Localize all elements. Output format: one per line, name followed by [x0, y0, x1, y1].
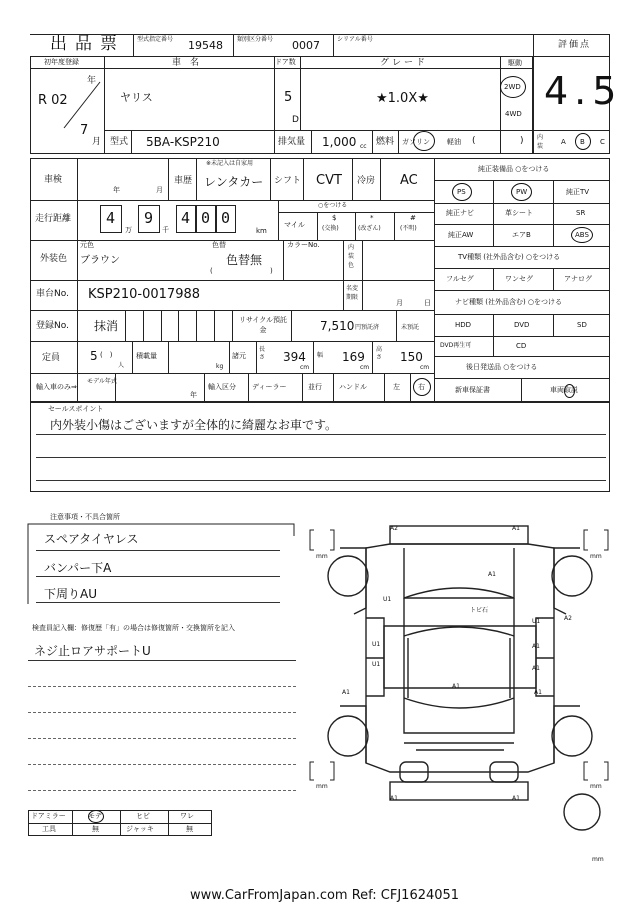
- orig-color: ブラウン: [80, 255, 120, 266]
- equip-sr: SR: [576, 209, 586, 217]
- reg-no-value: 抹消: [94, 319, 119, 333]
- dims-label: 諸元: [232, 352, 246, 360]
- damage-mark-13: A1: [342, 689, 350, 696]
- width-value: 169: [342, 350, 365, 364]
- damage-mark-4: U1: [383, 596, 392, 603]
- damage-mark-12: A1: [452, 683, 460, 690]
- model-no-label: 型式指定番号: [137, 36, 174, 43]
- displacement-label: 排気量: [278, 137, 306, 147]
- mirror-v3: ジャッキ: [126, 825, 154, 833]
- width-label: 幅: [317, 352, 324, 359]
- navi-sd: SD: [577, 321, 587, 329]
- handle-right: 右: [418, 383, 425, 391]
- length-label: 長さ: [259, 346, 266, 361]
- equip-ps: PS: [457, 188, 466, 196]
- interior-b: B: [580, 138, 585, 146]
- damage-mark-15: A1: [390, 795, 398, 802]
- equip-airbag: エアB: [512, 231, 531, 239]
- import-dealer: ディーラー: [252, 383, 287, 391]
- load-unit: kg: [216, 363, 224, 370]
- color-paren-close: ): [270, 267, 273, 275]
- drive-4wd: 4WD: [505, 110, 522, 118]
- mirror-h4: ワレ: [180, 812, 194, 820]
- mileage-exchange: (交換): [322, 225, 339, 232]
- car-name-label: 車 名: [172, 58, 200, 68]
- doors-label: ドア数: [275, 58, 296, 66]
- doors-value: 5: [284, 90, 293, 105]
- valid-label: 名変期限: [346, 285, 359, 301]
- mileage-man: 万: [125, 226, 132, 234]
- tv-full: フルセグ: [446, 275, 474, 283]
- fuel-diesel: 軽油: [447, 138, 461, 146]
- equip-leather: 革シート: [505, 209, 533, 217]
- not-deposited: 未預託: [401, 324, 420, 331]
- drive-2wd-circle: [500, 76, 526, 98]
- height-label: 高さ: [376, 346, 383, 361]
- int-color-label: 内装色: [348, 244, 355, 269]
- fuel-gasoline-circle: [413, 131, 435, 151]
- damage-mark-2: A1: [512, 525, 520, 532]
- mirror-h2: モデ: [88, 812, 102, 820]
- displacement: 1,000: [322, 135, 357, 149]
- note-item-1: スペアタイヤレス: [44, 532, 139, 546]
- mirror-v4: 無: [186, 825, 193, 833]
- mm-label-1: mm: [316, 553, 328, 560]
- capacity-value: 5: [90, 349, 98, 363]
- mileage-unknown: (不明): [400, 225, 417, 232]
- sales-label: セールスポイント: [48, 405, 104, 413]
- chassis-label: 車台No.: [36, 289, 69, 299]
- manual-label: 車両取説: [550, 386, 578, 394]
- manual-circle: [564, 384, 575, 398]
- capacity-label: 定員: [42, 353, 61, 363]
- shift-label: シフト: [274, 176, 302, 186]
- handle-right-circle: [413, 378, 431, 396]
- equip-pw: PW: [516, 188, 528, 196]
- first-reg-month: 7: [80, 123, 89, 138]
- mileage-km: km: [256, 227, 267, 235]
- import-label: 輸入車のみ⇒: [36, 383, 77, 391]
- ac-label: 冷房: [357, 176, 376, 186]
- mm-label-2: mm: [590, 553, 602, 560]
- import-class-label: 輸入区分: [208, 383, 236, 391]
- sales-block: [30, 402, 610, 492]
- mirror-v2: 無: [92, 825, 99, 833]
- serial-label: シリアル番号: [337, 36, 373, 43]
- mileage-mile: マイル: [284, 221, 305, 229]
- equip-tv: 純正TV: [566, 188, 590, 196]
- equip-navi: 純正ナビ: [446, 209, 474, 217]
- recycle-label: リサイクル預託金: [238, 316, 288, 334]
- damage-mark-10: U1: [372, 661, 381, 668]
- first-reg-year-unit: 年: [87, 76, 97, 86]
- tv-one: ワンセグ: [505, 275, 533, 283]
- class-no: 0007: [292, 39, 320, 52]
- mirror-h2-circle: [88, 810, 104, 823]
- note-item-3: 下周りAU: [44, 587, 97, 601]
- history-value: レンタカー: [204, 175, 264, 189]
- sales-text: 内外装小傷はございますが全体的に綺麗なお車です。: [50, 418, 338, 432]
- navi-dvd: DVD: [514, 321, 530, 329]
- fuel-paren-close: ): [520, 136, 524, 146]
- inspection-year-unit: 年: [113, 186, 120, 194]
- not-entered-note: ※未記入は自家用: [206, 160, 254, 167]
- capacity-paren: ( ): [100, 351, 113, 359]
- damage-mark-11: A1: [532, 665, 540, 672]
- damage-mark-3: A1: [488, 571, 496, 578]
- handle-left: 左: [393, 383, 400, 391]
- reg-no-label: 登録No.: [36, 321, 69, 331]
- interior-label: 内装: [537, 134, 544, 150]
- interior-a: A: [561, 138, 566, 146]
- mileage-exchange-sym: $: [332, 214, 337, 222]
- import-parallel: 並行: [308, 383, 322, 391]
- inspector-label: 検査員記入欄：修復歴「有」の場合は修復箇所・交換箇所を記入: [32, 624, 235, 632]
- damage-mark-16: A1: [512, 795, 520, 802]
- drive-label: 駆動: [508, 59, 522, 67]
- score-value: 4.5: [544, 69, 623, 113]
- height-value: 150: [400, 350, 423, 364]
- equip-pw-circle: [511, 183, 532, 201]
- valid-month-unit: 月: [396, 299, 403, 307]
- model-year-label: モデル年式: [87, 378, 117, 385]
- inspection-month-unit: 月: [156, 186, 163, 194]
- history-label: 車歴: [174, 176, 193, 186]
- equip-abs-circle: [571, 227, 593, 243]
- load-label: 積載量: [136, 352, 157, 360]
- fuel-paren-open: (: [472, 136, 476, 146]
- length-value: 394: [283, 350, 306, 364]
- orig-color-label: 元色: [80, 241, 94, 249]
- note-item-2: バンパー下A: [44, 561, 112, 575]
- damage-mark-1: A2: [390, 525, 398, 532]
- mirror-h1: ドアミラー: [31, 812, 66, 820]
- navi-label: ナビ種類 (社外品含む) ○をつける: [455, 298, 563, 306]
- notes-label: 注意事項・不具合箇所: [50, 513, 120, 521]
- damage-mark-6: U1: [532, 618, 541, 625]
- cd-label: CD: [516, 342, 527, 350]
- mm-label-5: mm: [592, 856, 604, 863]
- displacement-unit: cc: [360, 143, 367, 150]
- tv-label: TV種類 (社外品含む) ○をつける: [458, 253, 561, 261]
- mirror-h3: ヒビ: [136, 812, 150, 820]
- interior-c: C: [600, 138, 605, 146]
- mileage-digit-3: 4: [181, 209, 191, 227]
- color-paren-open: (: [210, 267, 213, 275]
- color-no-label: カラーNo.: [287, 241, 320, 249]
- color-label: 外装色: [40, 254, 68, 264]
- model-year-unit: 年: [190, 391, 197, 399]
- damage-mark-5: トビ石: [470, 607, 489, 614]
- first-reg-year: R 02: [38, 93, 68, 108]
- color-change-label: 色替: [212, 241, 226, 249]
- valid-day-unit: 日: [424, 299, 431, 307]
- dvd-play-label: DVD再生可: [440, 342, 472, 349]
- mileage-altered: (改ざん): [358, 225, 381, 232]
- tv-analog: アナログ: [564, 275, 592, 283]
- fuel-gasoline: ガソリン: [402, 138, 430, 146]
- recycle-unit: 円預託済: [355, 324, 380, 331]
- mm-label-3: mm: [316, 783, 328, 790]
- inspection-label: 車検: [44, 175, 63, 185]
- ac-value: AC: [400, 173, 418, 188]
- chassis-value: KSP210-0017988: [88, 287, 201, 302]
- color-change: 色替無: [226, 253, 263, 267]
- navi-hdd: HDD: [455, 321, 472, 329]
- mileage-label: 走行距離: [35, 214, 72, 224]
- model-type: 5BA-KSP210: [146, 135, 220, 149]
- model-no: 19548: [188, 39, 223, 52]
- footer-watermark: www.CarFromJapan.com Ref: CFJ1624051: [190, 888, 460, 903]
- interior-b-circle: [575, 133, 591, 150]
- fuel-label: 燃料: [376, 137, 395, 147]
- doors-sub: D: [292, 115, 299, 125]
- mileage-sen: 千: [162, 226, 169, 234]
- damage-mark-7: A2: [564, 615, 572, 622]
- equip-abs: ABS: [575, 231, 589, 239]
- sheet-title: 出品票: [50, 34, 125, 54]
- damage-mark-9: A1: [532, 643, 540, 650]
- grade-value: ★1.0X★: [376, 91, 429, 106]
- damage-mark-8: U1: [372, 641, 381, 648]
- drive-2wd: 2WD: [504, 83, 521, 91]
- mileage-circle-note: ○をつける: [318, 202, 348, 209]
- length-unit: cm: [300, 364, 310, 371]
- grade-label: グレード: [380, 58, 429, 68]
- equip-ps-circle: [452, 183, 472, 201]
- mm-label-4: mm: [590, 783, 602, 790]
- width-unit: cm: [360, 364, 370, 371]
- mileage-altered-sym: *: [370, 214, 374, 222]
- mileage-digit-4: 0: [201, 209, 211, 227]
- genuine-label: 純正装備品 ○をつける: [478, 165, 550, 173]
- shift-value: CVT: [316, 173, 342, 188]
- mileage-unknown-sym: #: [410, 214, 416, 222]
- first-reg-label: 初年度登録: [44, 58, 79, 66]
- class-no-label: 類別区分番号: [237, 36, 274, 43]
- after-label: 後日発送品 ○をつける: [466, 363, 538, 371]
- mileage-digit-5: 0: [221, 209, 231, 227]
- handle-label: ハンドル: [339, 383, 367, 391]
- capacity-unit: 人: [118, 362, 125, 369]
- equip-aw: 純正AW: [448, 231, 474, 239]
- mileage-digit-2: 9: [144, 209, 154, 227]
- car-name: ヤリス: [120, 91, 153, 104]
- model-type-label: 型式: [110, 137, 129, 147]
- height-unit: cm: [420, 364, 430, 371]
- recycle-value: 7,510: [320, 319, 355, 333]
- warranty-label: 新車保証書: [455, 386, 490, 394]
- mirror-v1: 工具: [42, 825, 56, 833]
- damage-mark-14: A1: [534, 689, 542, 696]
- mileage-digit-1: 4: [106, 209, 116, 227]
- inspector-item-1: ネジ止ロアサポートU: [34, 644, 151, 658]
- first-reg-month-unit: 月: [92, 137, 102, 147]
- score-label: 評価点: [558, 40, 592, 50]
